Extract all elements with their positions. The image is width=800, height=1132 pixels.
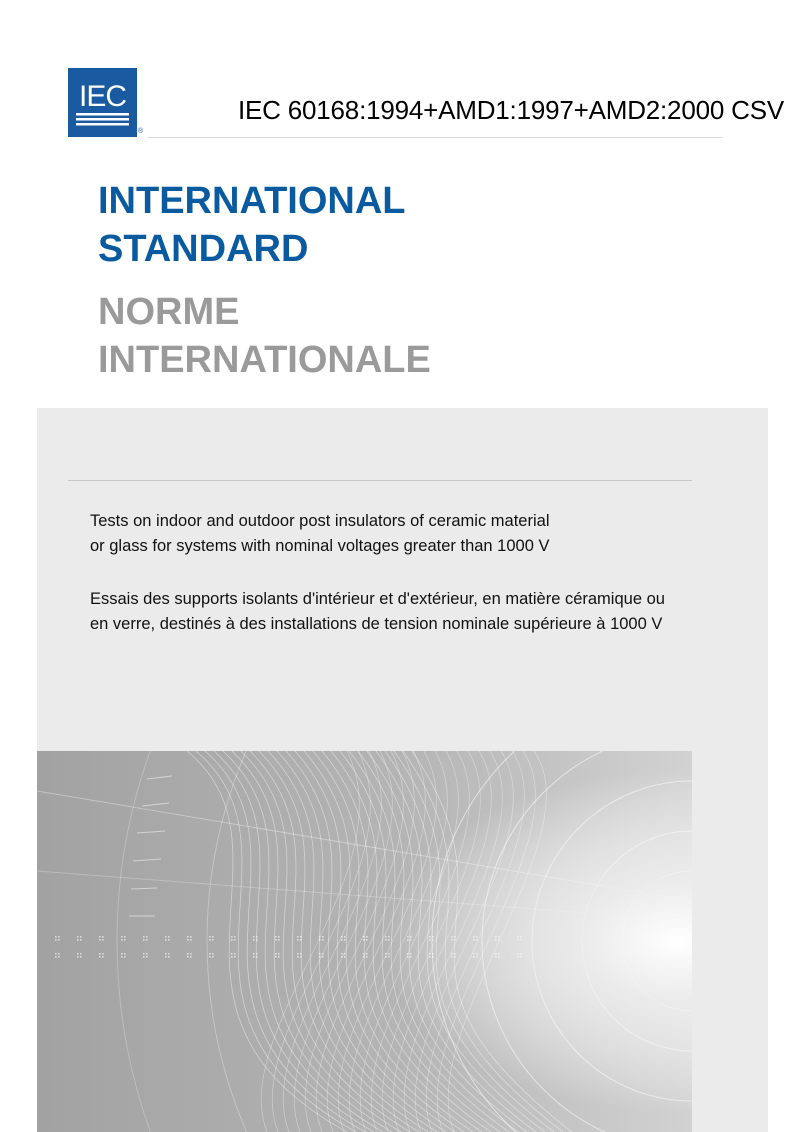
- title-french-line1: NORME: [98, 291, 240, 333]
- description-english: [90, 509, 730, 559]
- title-english-line2: STANDARD: [98, 228, 309, 270]
- iec-logo: [68, 68, 137, 137]
- title-english-line1: INTERNATIONAL: [98, 180, 406, 222]
- cover-artwork: [37, 751, 692, 1132]
- description-french-line2: en verre, destinés à des installations de tension nominale supérieure à 1000 V: [90, 615, 663, 633]
- description-french: [90, 587, 730, 637]
- title-french: [98, 288, 431, 384]
- registered-mark: ®: [138, 128, 144, 135]
- header-divider: [148, 137, 723, 138]
- panel-divider: [68, 480, 692, 481]
- logo-text: IEC: [78, 80, 127, 113]
- description-english-line1: Tests on indoor and outdoor post insulators of ceramic material: [90, 512, 550, 530]
- title-english: [98, 177, 406, 273]
- title-french-line2: INTERNATIONALE: [98, 339, 431, 381]
- document-id: IEC 60168:1994+AMD1:1997+AMD2:2000 CSV: [238, 95, 784, 125]
- description-english-line2: or glass for systems with nominal voltages greater than 1000 V: [90, 537, 550, 555]
- description-french-line1: Essais des supports isolants d'intérieur et d'extérieur, en matière céramique ou: [90, 590, 665, 608]
